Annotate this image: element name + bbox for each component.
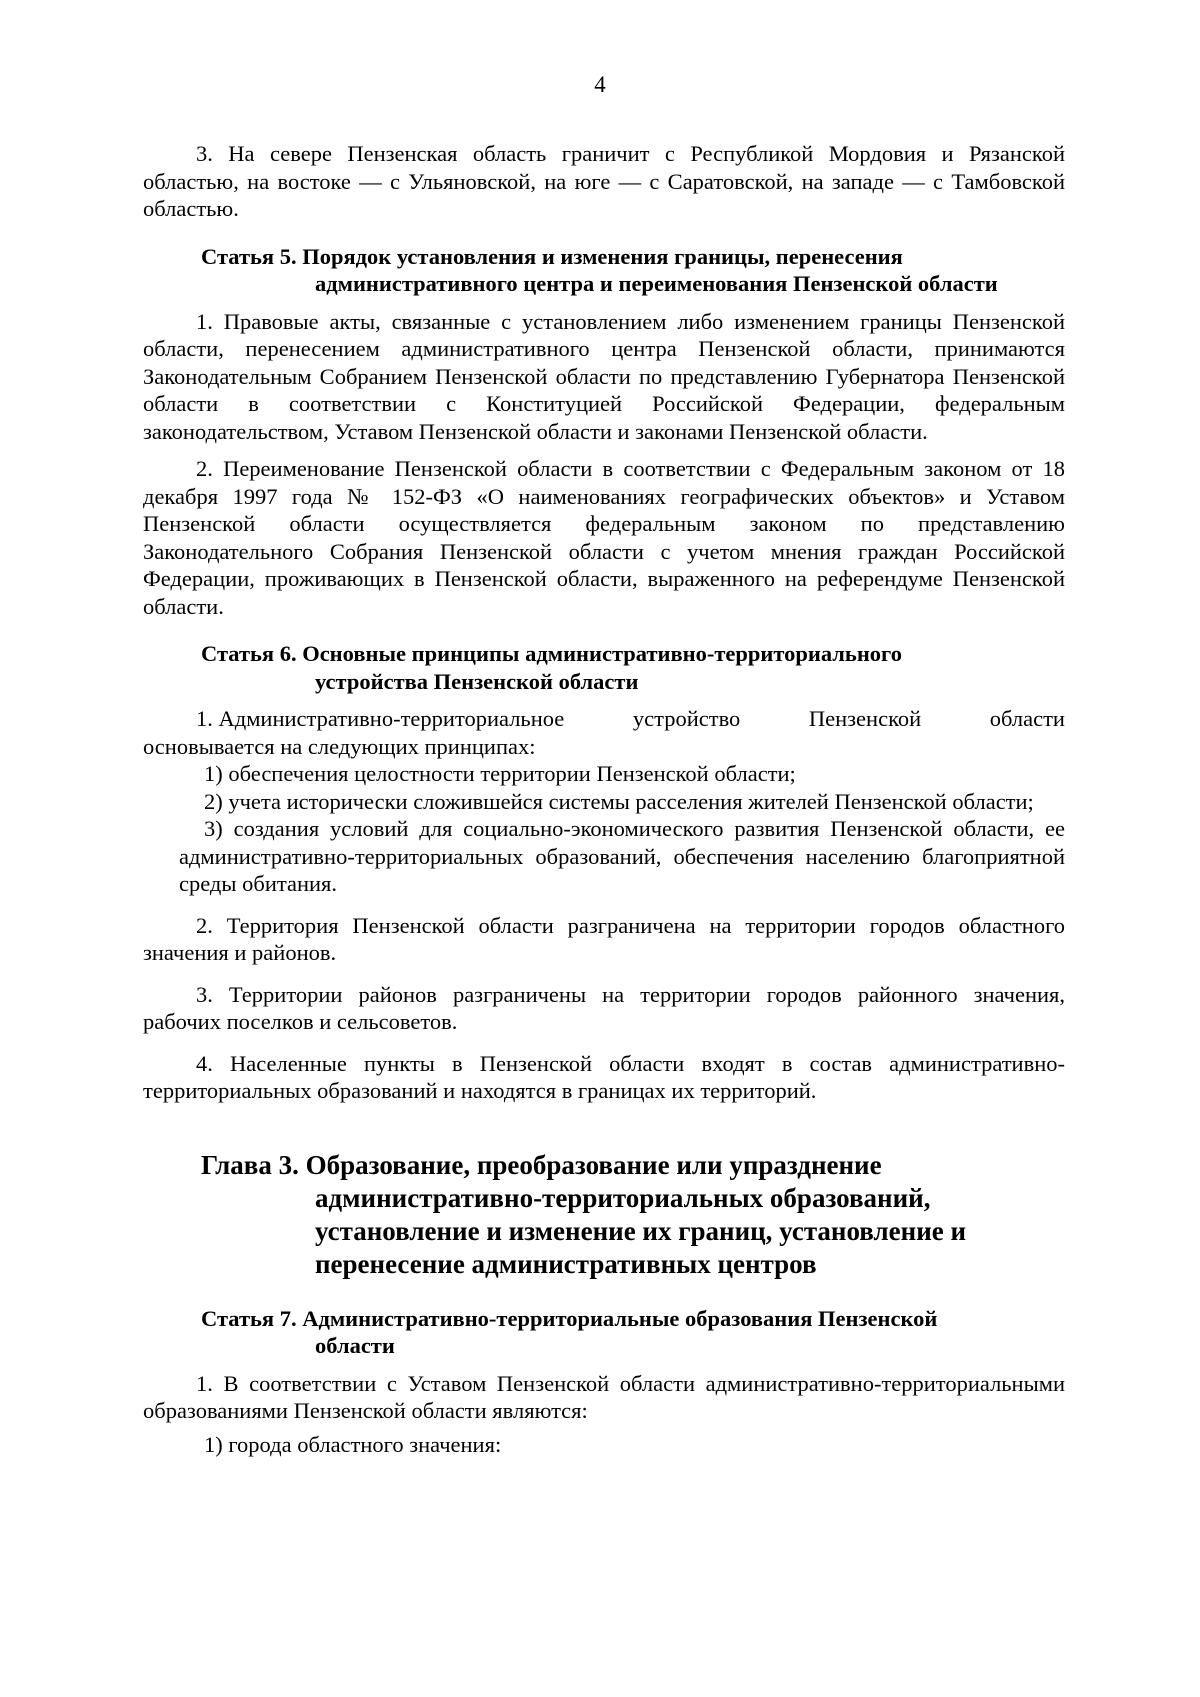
art6-1-word-3: Пензенской bbox=[808, 706, 922, 731]
document-body bbox=[143, 140, 1065, 1458]
chapter-3-title-line2: административно-территориальных образований, bbox=[315, 1182, 931, 1213]
paragraph-art6-4: 4. Населенные пункты в Пензенской области входят в состав административно-территориальных образований и находятся в границах их территорий. bbox=[143, 1050, 1065, 1103]
article-5-heading bbox=[143, 243, 1065, 298]
paragraph-art6-3: 3. Территории районов разграничены на территории городов районного значения, рабочих поселков и сельсоветов. bbox=[143, 981, 1065, 1034]
paragraph-art5-1: 1. Правовые акты, связанные с установлением либо изменением границы Пензенской области, перенесением административного центра Пензенской области, принимаются Законодательным Собранием Пензенской области по представлению Губернатора Пензенской области в соответствии с Конституцией Российской Федерации, федеральным законодательством, Уставом Пензенской области и законами Пензенской области. bbox=[143, 308, 1065, 444]
chapter-3-title-line4: перенесение административных центров bbox=[315, 1248, 817, 1279]
article-7-title-line2: области bbox=[315, 1333, 395, 1358]
paragraph-art4-3: 3. На севере Пензенская область граничит с Республикой Мордовия и Рязанской областью, на востоке — с Ульяновской, на юге — с Саратовской, на западе — с Тамбовской областью. bbox=[143, 141, 1065, 221]
page-number: 4 bbox=[594, 72, 606, 97]
art6-1-word-2: устройство bbox=[632, 706, 741, 731]
article-7-heading bbox=[143, 1305, 1065, 1360]
article-6-title-line1: Статья 6. Основные принципы административно-территориального bbox=[201, 641, 902, 666]
article-5-title-line2: административного центра и переименования Пензенской области bbox=[315, 271, 998, 296]
paragraph-art5-2: 2. Переименование Пензенской области в соответствии с Федеральным законом от 18 декабря 1997 года № 152-ФЗ «О наименованиях географических объектов» и Уставом Пензенской области осуществляется федеральным законом по представлению Законодательного Собрания Пензенской области с учетом мнения граждан Российской Федерации, проживающих в Пензенской области, выраженного на референдуме Пензенской области. bbox=[143, 456, 1065, 619]
chapter-3-title-line3: установление и изменение их границ, установление и bbox=[315, 1215, 967, 1246]
list-item-art6-3: 3) создания условий для социально-экономического развития Пензенской области, ее административно-территориальных образований, обеспечения населению благоприятной среды обитания. bbox=[179, 816, 1065, 896]
article-7-title-line1: Статья 7. Административно-территориальные образования Пензенской bbox=[201, 1305, 938, 1331]
list-item-art6-2: 2) учета исторически сложившейся системы расселения жителей Пензенской области; bbox=[204, 788, 1034, 814]
article-6-title-line2: устройства Пензенской области bbox=[315, 668, 639, 694]
chapter-3-title-line1: Глава 3. Образование, преобразование или упразднение bbox=[201, 1149, 882, 1180]
paragraph-art6-1-first-line bbox=[143, 705, 1065, 733]
list-item-art7-1: 1) города областного значения: bbox=[204, 1431, 502, 1457]
list-item-art6-1: 1) обеспечения целостности территории Пензенской области; bbox=[204, 761, 796, 786]
chapter-3-heading bbox=[143, 1149, 1065, 1281]
paragraph-art6-2: 2. Территория Пензенской области разграничена на территории городов областного значения и районов. bbox=[143, 912, 1065, 965]
art6-1-word-1: 1. Административно-территориальное bbox=[196, 706, 565, 731]
article-6-heading bbox=[143, 640, 1065, 695]
article-5-title-line1: Статья 5. Порядок установления и изменения границы, перенесения bbox=[201, 243, 903, 269]
paragraph-art6-1 bbox=[143, 705, 1065, 760]
paragraph-art6-1-rest: основывается на следующих принципах: bbox=[143, 733, 536, 759]
paragraph-art7-1: 1. В соответствии с Уставом Пензенской области административно-территориальными образованиями Пензенской области являются: bbox=[143, 1370, 1065, 1423]
art6-1-word-4: области bbox=[989, 706, 1065, 731]
